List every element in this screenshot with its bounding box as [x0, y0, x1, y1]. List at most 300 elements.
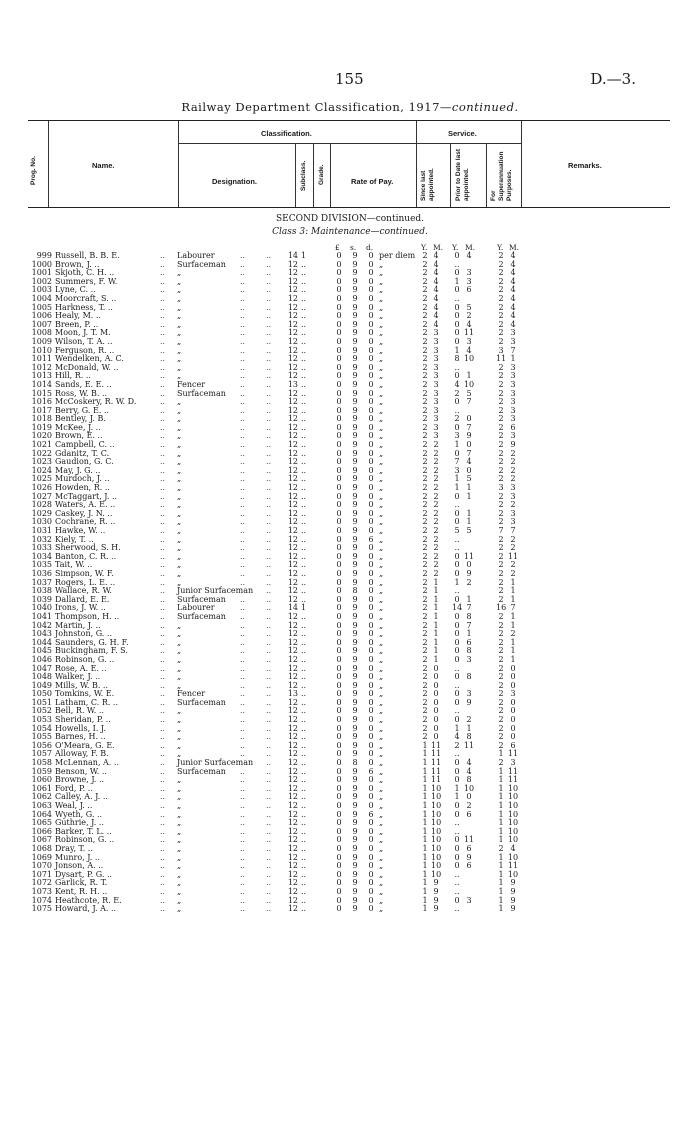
employee-name: Harkness, T. ..: [55, 302, 113, 312]
employee-name: Mills, W. B. ..: [55, 680, 109, 690]
since-last-years: 1: [422, 869, 428, 879]
pay-pence: 0: [368, 603, 374, 613]
super-years: 2: [498, 740, 504, 750]
designation: „: [177, 646, 182, 656]
pay-pence: 0: [368, 869, 374, 879]
leader-dots: ..: [160, 526, 166, 535]
super-years: 1: [498, 904, 504, 914]
leader-dots: ..: [160, 697, 166, 707]
pay-shillings: 9: [352, 517, 358, 527]
since-last-years: 2: [422, 388, 428, 398]
leader-dots: ..: [160, 792, 166, 802]
subclass: 12: [287, 491, 298, 501]
prior-years: 0: [454, 611, 460, 621]
subclass: 12: [287, 422, 298, 432]
prog-no: 1013: [31, 371, 52, 381]
leader-dots: ..: [160, 354, 166, 364]
pay-unit: „: [379, 268, 384, 278]
leader-dots: ..: [160, 723, 166, 733]
designation: „: [177, 809, 182, 819]
employee-name: Moorcraft, S. ..: [55, 293, 117, 303]
prior-years: 0: [454, 568, 460, 578]
employee-name: Howden, R. ..: [55, 483, 110, 493]
pay-unit: „: [379, 620, 384, 630]
grade: ..: [301, 697, 307, 707]
pay-shillings: 9: [352, 620, 358, 630]
subclass: 12: [287, 354, 298, 364]
employee-name: Alloway, F. B.: [55, 749, 109, 759]
employee-name: Ford, P. ..: [55, 783, 93, 793]
subclass: 12: [287, 448, 298, 458]
designation: „: [177, 878, 182, 888]
leader-dots: ..: [266, 465, 272, 475]
grade: ..: [301, 611, 307, 621]
super-years: 2: [498, 663, 504, 673]
subclass: 12: [287, 543, 298, 553]
subclass: 12: [287, 568, 298, 578]
prior-years: ..: [454, 886, 460, 896]
pay-unit: „: [379, 491, 384, 501]
leader-dots: ..: [240, 526, 246, 535]
subclass: 12: [287, 663, 298, 673]
grade: ..: [301, 861, 307, 871]
leader-dots: ..: [160, 251, 166, 260]
super-months: 0: [510, 732, 516, 742]
super-years: 2: [498, 379, 504, 389]
leader-dots: ..: [160, 362, 166, 372]
prog-no: 1042: [31, 620, 52, 630]
leader-dots: ..: [160, 654, 166, 664]
super-years: 1: [498, 783, 504, 793]
leader-dots: ..: [160, 474, 166, 484]
super-months: 3: [510, 336, 516, 346]
pay-shillings: 8: [352, 586, 358, 596]
pay-unit: „: [379, 801, 384, 810]
super-years: 1: [498, 749, 504, 759]
subclass: 12: [287, 483, 298, 493]
leader-dots: ..: [240, 568, 246, 578]
super-years: 2: [498, 611, 504, 621]
super-years: 3: [498, 483, 504, 493]
since-last-years: 2: [422, 534, 428, 544]
pay-shillings: 9: [352, 311, 358, 321]
leader-dots: ..: [266, 336, 272, 346]
pay-pence: 0: [368, 689, 374, 699]
since-last-years: 2: [422, 465, 428, 475]
super-months: 1: [510, 577, 516, 587]
leader-dots: ..: [240, 500, 246, 510]
super-years: 2: [498, 336, 504, 346]
grade: ..: [301, 818, 307, 828]
leader-dots: ..: [266, 491, 272, 501]
super-months: 10: [507, 801, 519, 810]
pay-shillings: 9: [352, 852, 358, 862]
pay-shillings: 9: [352, 818, 358, 828]
leader-dots: ..: [266, 732, 272, 742]
super-years: 2: [498, 637, 504, 647]
header-prior-to: Prior to Date last appointed.: [455, 148, 470, 201]
prior-years: 0: [454, 852, 460, 862]
pay-pounds: 0: [336, 646, 342, 656]
leader-dots: ..: [160, 568, 166, 578]
pay-unit: „: [379, 483, 384, 493]
pay-shillings: 9: [352, 843, 358, 853]
pay-pence: 0: [368, 792, 374, 802]
class-heading: Class 3: Maintenance—continued.: [272, 227, 428, 237]
since-last-months: 9: [433, 886, 439, 896]
super-years: 1: [498, 766, 504, 776]
pay-shillings: 9: [352, 723, 358, 733]
prior-months: 3: [466, 336, 472, 346]
leader-dots: ..: [240, 577, 246, 587]
leader-dots: ..: [160, 448, 166, 458]
pay-pence: 0: [368, 543, 374, 553]
subclass: 12: [287, 388, 298, 398]
super-months: 4: [510, 293, 516, 303]
pay-unit: „: [379, 689, 384, 699]
prog-no: 1036: [31, 568, 52, 578]
since-last-months: 0: [433, 680, 439, 690]
subclass: 12: [287, 646, 298, 656]
super-months: 11: [507, 775, 519, 785]
pay-shillings: 9: [352, 397, 358, 407]
designation: Labourer: [177, 251, 215, 260]
pay-pounds: 0: [336, 620, 342, 630]
prog-no: 1012: [31, 362, 52, 372]
table-row: [0, 836, 700, 845]
pay-shillings: 9: [352, 543, 358, 553]
pay-pounds: 0: [336, 886, 342, 896]
leader-dots: ..: [266, 388, 272, 398]
super-years: 2: [498, 577, 504, 587]
pay-shillings: 9: [352, 268, 358, 278]
leader-dots: ..: [266, 405, 272, 415]
super-years: 2: [498, 646, 504, 656]
since-last-years: 2: [422, 285, 428, 295]
super-years: 2: [498, 697, 504, 707]
grade: ..: [301, 594, 307, 604]
prior-months: 5: [466, 474, 472, 484]
since-last-months: 0: [433, 715, 439, 725]
leader-dots: ..: [240, 354, 246, 364]
header-name: Name.: [92, 161, 115, 170]
grade: ..: [301, 500, 307, 510]
super-years: 1: [498, 826, 504, 836]
leader-dots: ..: [266, 886, 272, 896]
super-years: 2: [498, 732, 504, 742]
since-last-months: 1: [433, 637, 439, 647]
leader-dots: ..: [266, 422, 272, 432]
grade: ..: [301, 431, 307, 441]
since-last-months: 11: [431, 775, 442, 785]
pay-shillings: 9: [352, 431, 358, 441]
prior-years: 0: [454, 371, 460, 381]
since-last-months: 2: [433, 440, 439, 450]
pay-unit: „: [379, 543, 384, 553]
since-last-years: 2: [422, 594, 428, 604]
designation: „: [177, 715, 182, 725]
prior-months: 4: [466, 457, 472, 467]
pay-pence: 0: [368, 818, 374, 828]
pay-unit: „: [379, 603, 384, 613]
prior-months: 4: [466, 758, 472, 768]
pay-pence: 0: [368, 826, 374, 836]
leader-dots: ..: [266, 457, 272, 467]
pay-shillings: 9: [352, 749, 358, 759]
header-subclass: Subclass.: [300, 160, 307, 191]
since-last-months: 10: [431, 783, 442, 793]
prior-months: 0: [466, 560, 472, 570]
designation: „: [177, 397, 182, 407]
prior-years: 1: [454, 783, 460, 793]
leader-dots: ..: [160, 440, 166, 450]
grade: ..: [301, 775, 307, 785]
pay-shillings: 9: [352, 637, 358, 647]
subclass: 12: [287, 895, 298, 905]
super-years: 2: [498, 285, 504, 295]
designation: „: [177, 869, 182, 879]
pay-pence: 0: [368, 697, 374, 707]
since-last-years: 2: [422, 500, 428, 510]
since-last-months: 3: [433, 345, 439, 355]
prog-no: 1046: [31, 654, 52, 664]
pay-pence: 0: [368, 517, 374, 527]
since-last-years: 1: [422, 904, 428, 914]
leader-dots: ..: [240, 732, 246, 742]
super-months: 2: [510, 465, 516, 475]
pay-shillings: 9: [352, 801, 358, 810]
unit-years-1: Y.: [421, 243, 428, 252]
pay-unit: „: [379, 388, 384, 398]
employee-name: Summers, F. W.: [55, 276, 118, 286]
prior-months: 10: [463, 783, 475, 793]
pay-pence: 0: [368, 440, 374, 450]
since-last-years: 2: [422, 577, 428, 587]
super-years: 1: [498, 792, 504, 802]
prior-months: 1: [466, 371, 472, 381]
leader-dots: ..: [240, 448, 246, 458]
prior-months: 4: [466, 345, 472, 355]
since-last-months: 10: [431, 843, 442, 853]
designation: „: [177, 654, 182, 664]
employee-name: Dallard, E. E.: [55, 594, 110, 604]
super-years: 2: [498, 311, 504, 321]
table-row: [0, 811, 700, 820]
pay-pounds: 0: [336, 783, 342, 793]
leader-dots: ..: [240, 706, 246, 716]
prior-years: 0: [454, 285, 460, 295]
leader-dots: ..: [266, 852, 272, 862]
title-suffix: continued.: [451, 100, 519, 114]
leader-dots: ..: [266, 809, 272, 819]
unit-pounds: £: [335, 243, 340, 252]
pay-unit: „: [379, 526, 384, 535]
designation: „: [177, 371, 182, 381]
prior-years: 0: [454, 843, 460, 853]
designation: „: [177, 792, 182, 802]
super-months: 11: [507, 551, 519, 561]
prior-years: ..: [454, 749, 460, 759]
pay-shillings: 9: [352, 861, 358, 871]
pay-pounds: 0: [336, 801, 342, 810]
employee-name: Wendelken, A. C.: [55, 354, 124, 364]
prior-months: 4: [466, 766, 472, 776]
pay-pounds: 0: [336, 826, 342, 836]
grade: ..: [301, 843, 307, 853]
super-months: 2: [510, 474, 516, 484]
since-last-months: 2: [433, 534, 439, 544]
subclass: 12: [287, 629, 298, 639]
since-last-years: 2: [422, 491, 428, 501]
leader-dots: ..: [240, 543, 246, 553]
since-last-years: 2: [422, 474, 428, 484]
table-row: [0, 776, 700, 785]
leader-dots: ..: [160, 886, 166, 896]
pay-pounds: 0: [336, 869, 342, 879]
super-months: 1: [510, 594, 516, 604]
leader-dots: ..: [160, 285, 166, 295]
prog-no: 1071: [31, 869, 52, 879]
since-last-years: 1: [422, 792, 428, 802]
subclass: 14: [287, 603, 298, 613]
prior-months: 1: [466, 508, 472, 518]
pay-unit: „: [379, 672, 384, 682]
super-years: 2: [498, 551, 504, 561]
super-months: 10: [507, 835, 519, 845]
since-last-years: 2: [422, 568, 428, 578]
super-months: 2: [510, 534, 516, 544]
super-years: 7: [498, 526, 504, 535]
employee-name: Guthrie, J. ..: [55, 818, 104, 828]
pay-pounds: 0: [336, 354, 342, 364]
prog-no: 1057: [31, 749, 52, 759]
since-last-months: 4: [433, 268, 439, 278]
pay-pence: 0: [368, 775, 374, 785]
super-years: 2: [498, 586, 504, 596]
leader-dots: ..: [240, 783, 246, 793]
since-last-months: 3: [433, 388, 439, 398]
prior-years: 0: [454, 758, 460, 768]
leader-dots: ..: [266, 483, 272, 493]
super-years: 2: [498, 689, 504, 699]
unit-months-2: M.: [465, 243, 476, 252]
prior-years: 3: [454, 465, 460, 475]
pay-unit: „: [379, 500, 384, 510]
since-last-years: 1: [422, 766, 428, 776]
leader-dots: ..: [266, 783, 272, 793]
pay-pounds: 0: [336, 672, 342, 682]
employee-name: Bell, R. W. ..: [55, 706, 104, 716]
employee-name: Robinson, G. ..: [55, 654, 115, 664]
leader-dots: ..: [160, 483, 166, 493]
since-last-months: 4: [433, 319, 439, 329]
designation: „: [177, 886, 182, 896]
pay-pounds: 0: [336, 586, 342, 596]
prior-months: 6: [466, 637, 472, 647]
employee-name: Ross, W. B. ..: [55, 388, 108, 398]
prog-no: 1002: [31, 276, 52, 286]
prog-no: 1059: [31, 766, 52, 776]
leader-dots: ..: [160, 620, 166, 630]
pay-pounds: 0: [336, 534, 342, 544]
pay-pounds: 0: [336, 259, 342, 269]
grade: ..: [301, 740, 307, 750]
super-years: 2: [498, 251, 504, 260]
leader-dots: ..: [160, 758, 166, 768]
prior-months: 6: [466, 861, 472, 871]
prog-no: 1066: [31, 826, 52, 836]
grade: ..: [301, 758, 307, 768]
super-months: 3: [510, 517, 516, 527]
pay-unit: „: [379, 646, 384, 656]
super-years: 2: [498, 302, 504, 312]
prog-no: 1070: [31, 861, 52, 871]
super-months: 1: [510, 611, 516, 621]
prior-years: 0: [454, 775, 460, 785]
pay-unit: „: [379, 336, 384, 346]
pay-pounds: 0: [336, 895, 342, 905]
prior-years: 0: [454, 801, 460, 810]
leader-dots: ..: [240, 809, 246, 819]
pay-pence: 0: [368, 740, 374, 750]
prior-years: ..: [454, 869, 460, 879]
prior-years: ..: [454, 362, 460, 372]
leader-dots: ..: [240, 259, 246, 269]
pay-pence: 0: [368, 526, 374, 535]
grade: ..: [301, 551, 307, 561]
prior-months: 0: [466, 792, 472, 802]
super-months: 3: [510, 405, 516, 415]
prior-months: 1: [466, 483, 472, 493]
prior-years: ..: [454, 259, 460, 269]
header-since-last: Since last appointed.: [420, 168, 435, 201]
grade: ..: [301, 483, 307, 493]
super-months: 7: [510, 603, 516, 613]
leader-dots: ..: [266, 414, 272, 424]
subclass: 12: [287, 474, 298, 484]
since-last-months: 0: [433, 672, 439, 682]
leader-dots: ..: [160, 397, 166, 407]
super-years: 2: [498, 594, 504, 604]
since-last-years: 1: [422, 783, 428, 793]
since-last-years: 2: [422, 354, 428, 364]
designation: „: [177, 362, 182, 372]
super-years: 2: [498, 491, 504, 501]
leader-dots: ..: [266, 285, 272, 295]
leader-dots: ..: [266, 362, 272, 372]
since-last-months: 1: [433, 629, 439, 639]
grade: ..: [301, 732, 307, 742]
pay-pounds: 0: [336, 474, 342, 484]
super-years: 2: [498, 371, 504, 381]
super-months: 3: [510, 508, 516, 518]
pay-pounds: 0: [336, 904, 342, 914]
pay-pence: 0: [368, 878, 374, 888]
table-row: [0, 613, 700, 622]
prior-years: 2: [454, 388, 460, 398]
since-last-months: 1: [433, 611, 439, 621]
since-last-months: 9: [433, 904, 439, 914]
employee-name: Russell, B. B. E.: [55, 251, 120, 260]
prog-no: 1063: [31, 801, 52, 810]
prior-years: 0: [454, 251, 460, 260]
prog-no: 1025: [31, 474, 52, 484]
prior-months: 5: [466, 302, 472, 312]
pay-shillings: 9: [352, 577, 358, 587]
pay-shillings: 9: [352, 483, 358, 493]
pay-unit: „: [379, 474, 384, 484]
leader-dots: ..: [160, 371, 166, 381]
